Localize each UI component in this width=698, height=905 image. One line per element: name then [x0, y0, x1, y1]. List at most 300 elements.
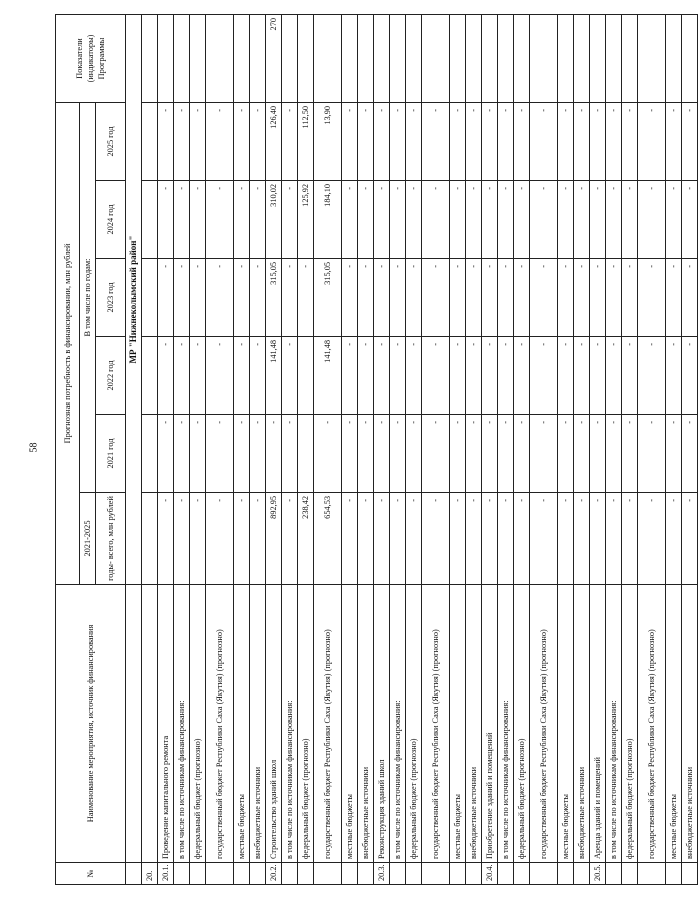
row-number	[666, 863, 682, 885]
row-value: -	[622, 493, 638, 585]
table-row	[530, 15, 558, 885]
row-name: внебюджетные источники	[682, 585, 698, 863]
row-indicator	[606, 15, 622, 103]
row-value: -	[466, 415, 482, 493]
row-value: -	[234, 103, 250, 181]
row-value: -	[298, 259, 314, 337]
row-number	[638, 863, 666, 885]
row-value: -	[234, 415, 250, 493]
row-number	[406, 863, 422, 885]
row-name: федеральный бюджет (прогнозно)	[406, 585, 422, 863]
row-number	[190, 863, 206, 885]
row-value: -	[158, 415, 174, 493]
row-value: -	[390, 181, 406, 259]
row-value	[142, 181, 158, 259]
row-name: внебюджетные источники	[250, 585, 266, 863]
row-value: -	[666, 337, 682, 415]
table-row	[174, 15, 190, 885]
row-name: государственный бюджет Республики Саха (Якутия) (прогнозно)	[422, 585, 450, 863]
row-value	[142, 259, 158, 337]
row-number	[558, 863, 574, 885]
row-value: -	[374, 337, 390, 415]
row-name: внебюджетные источники	[574, 585, 590, 863]
row-value: -	[530, 337, 558, 415]
header-year: 2023 год	[96, 259, 126, 337]
row-value: -	[638, 337, 666, 415]
header-by-years: В том числе по годам:	[80, 103, 96, 493]
row-value: -	[530, 181, 558, 259]
row-value: -	[682, 415, 698, 493]
row-name: в том числе по источникам финансирования:	[498, 585, 514, 863]
table-row	[266, 15, 282, 885]
row-value: -	[558, 493, 574, 585]
row-number	[298, 863, 314, 885]
row-value: -	[530, 259, 558, 337]
row-number	[530, 863, 558, 885]
row-value: -	[342, 259, 358, 337]
row-number	[606, 863, 622, 885]
table-body	[142, 15, 698, 885]
row-value: -	[450, 181, 466, 259]
row-value: -	[158, 493, 174, 585]
row-number	[574, 863, 590, 885]
row-value: -	[158, 337, 174, 415]
row-value: -	[590, 493, 606, 585]
row-name: местные бюджеты	[558, 585, 574, 863]
row-value: -	[174, 259, 190, 337]
row-value: -	[234, 493, 250, 585]
table-row	[638, 15, 666, 885]
row-value: -	[422, 103, 450, 181]
row-value: -	[190, 493, 206, 585]
table-row	[282, 15, 298, 885]
table-row	[190, 15, 206, 885]
row-value: -	[466, 259, 482, 337]
header-year: 2022 год	[96, 337, 126, 415]
row-indicator	[530, 15, 558, 103]
row-value: -	[374, 181, 390, 259]
row-value: -	[638, 181, 666, 259]
table-row	[298, 15, 314, 885]
row-name: Реконструкция зданий школ	[374, 585, 390, 863]
row-value: -	[190, 415, 206, 493]
row-indicator	[342, 15, 358, 103]
row-value: -	[406, 103, 422, 181]
row-value: -	[406, 337, 422, 415]
row-value: -	[482, 337, 498, 415]
row-indicator	[466, 15, 482, 103]
row-value: -	[450, 259, 466, 337]
row-name: Приобретение зданий и помещений	[482, 585, 498, 863]
table-row	[558, 15, 574, 885]
row-number	[622, 863, 638, 885]
row-value: -	[514, 259, 530, 337]
header-year: 2025 год	[96, 103, 126, 181]
row-value: -	[422, 259, 450, 337]
row-indicator	[190, 15, 206, 103]
table-row	[450, 15, 466, 885]
row-value: -	[558, 337, 574, 415]
row-value: -	[590, 181, 606, 259]
row-number: 20.1.	[158, 863, 174, 885]
row-value: -	[466, 337, 482, 415]
row-name: в том числе по источникам финансирования:	[174, 585, 190, 863]
row-value: -	[342, 415, 358, 493]
row-value: -	[574, 259, 590, 337]
row-indicator	[574, 15, 590, 103]
row-value: -	[282, 259, 298, 337]
table-header	[56, 15, 142, 885]
row-value: -	[406, 493, 422, 585]
row-value: -	[206, 337, 234, 415]
row-value: -	[406, 181, 422, 259]
row-value	[142, 493, 158, 585]
row-value: -	[498, 259, 514, 337]
row-indicator	[482, 15, 498, 103]
row-value: -	[466, 493, 482, 585]
row-value: -	[498, 337, 514, 415]
row-value: -	[606, 337, 622, 415]
row-value: -	[498, 493, 514, 585]
table-row	[682, 15, 698, 885]
row-value: -	[358, 103, 374, 181]
row-value: -	[390, 103, 406, 181]
table-row	[250, 15, 266, 885]
row-value: -	[158, 103, 174, 181]
row-value	[142, 337, 158, 415]
row-value: -	[342, 337, 358, 415]
row-value: -	[606, 103, 622, 181]
table-row	[574, 15, 590, 885]
row-number	[234, 863, 250, 885]
row-value: -	[358, 415, 374, 493]
row-indicator	[422, 15, 450, 103]
row-name: внебюджетные источники	[466, 585, 482, 863]
row-value: -	[282, 415, 298, 493]
row-value: -	[558, 415, 574, 493]
table-row	[342, 15, 358, 885]
row-number	[450, 863, 466, 885]
row-indicator	[390, 15, 406, 103]
table-row	[406, 15, 422, 885]
table-row	[390, 15, 406, 885]
row-indicator	[682, 15, 698, 103]
row-value: -	[282, 493, 298, 585]
row-name: федеральный бюджет (прогнозно)	[514, 585, 530, 863]
row-value: -	[314, 415, 342, 493]
row-indicator	[250, 15, 266, 103]
row-value: -	[558, 103, 574, 181]
financing-table	[55, 14, 698, 885]
row-value: -	[606, 259, 622, 337]
row-value: -	[158, 181, 174, 259]
row-value: -	[622, 337, 638, 415]
row-value: 310,02	[266, 181, 282, 259]
row-value: -	[406, 415, 422, 493]
row-indicator	[558, 15, 574, 103]
row-indicator: 270	[266, 15, 282, 103]
row-value: -	[530, 415, 558, 493]
row-value: -	[482, 103, 498, 181]
row-name: местные бюджеты	[450, 585, 466, 863]
row-value: -	[190, 259, 206, 337]
row-value: -	[498, 181, 514, 259]
row-value: -	[282, 337, 298, 415]
row-value: -	[422, 493, 450, 585]
row-value: -	[174, 493, 190, 585]
row-number	[466, 863, 482, 885]
row-value: -	[498, 103, 514, 181]
row-value: 184,10	[314, 181, 342, 259]
row-value: -	[358, 259, 374, 337]
row-value: -	[638, 103, 666, 181]
row-number: 20.3.	[374, 863, 390, 885]
row-indicator	[206, 15, 234, 103]
row-indicator	[358, 15, 374, 103]
header-name: Наименование мероприятия, источник финансирования	[56, 585, 126, 863]
row-indicator	[514, 15, 530, 103]
row-value: -	[590, 415, 606, 493]
row-value: -	[574, 181, 590, 259]
row-value: -	[682, 181, 698, 259]
table-row	[374, 15, 390, 885]
row-value: -	[422, 415, 450, 493]
row-value: -	[574, 415, 590, 493]
row-value: -	[234, 259, 250, 337]
row-name: внебюджетные источники	[358, 585, 374, 863]
row-value: -	[450, 337, 466, 415]
row-number	[206, 863, 234, 885]
table-row	[142, 15, 158, 885]
row-value: -	[666, 493, 682, 585]
row-value	[142, 103, 158, 181]
row-value: -	[174, 337, 190, 415]
row-indicator	[282, 15, 298, 103]
row-value: 238,42	[298, 493, 314, 585]
row-value: -	[206, 181, 234, 259]
row-value: -	[482, 181, 498, 259]
row-value: -	[590, 259, 606, 337]
row-name: федеральный бюджет (прогнозно)	[622, 585, 638, 863]
row-indicator	[158, 15, 174, 103]
table-row	[234, 15, 250, 885]
table-row	[158, 15, 174, 885]
row-value: -	[514, 415, 530, 493]
header-forecast: Прогнозная потребность в финансировании, млн рублей	[56, 103, 80, 585]
row-value: 125,92	[298, 181, 314, 259]
row-indicator	[498, 15, 514, 103]
table-row	[206, 15, 234, 885]
row-name: федеральный бюджет (прогнозно)	[298, 585, 314, 863]
row-value: -	[374, 259, 390, 337]
row-name: в том числе по источникам финансирования:	[606, 585, 622, 863]
row-value: -	[530, 493, 558, 585]
row-number	[422, 863, 450, 885]
row-value: -	[390, 415, 406, 493]
row-value: -	[358, 337, 374, 415]
row-value: -	[622, 181, 638, 259]
row-name: Аренда зданий и помещений	[590, 585, 606, 863]
row-value: -	[422, 337, 450, 415]
row-value: -	[174, 415, 190, 493]
row-value: -	[514, 493, 530, 585]
page-number: 58	[28, 442, 40, 453]
row-value: -	[606, 181, 622, 259]
row-name: государственный бюджет Республики Саха (Якутия) (прогнозно)	[206, 585, 234, 863]
row-value: -	[174, 103, 190, 181]
row-name: государственный бюджет Республики Саха (Якутия) (прогнозно)	[314, 585, 342, 863]
header-period-sub: годы- всего, млн рублей	[96, 493, 126, 585]
row-value: -	[250, 415, 266, 493]
row-value: -	[358, 181, 374, 259]
row-value: -	[234, 337, 250, 415]
row-value: 141,48	[314, 337, 342, 415]
row-value: -	[666, 415, 682, 493]
row-value: -	[638, 415, 666, 493]
row-value: -	[374, 493, 390, 585]
row-number: 20.2.	[266, 863, 282, 885]
row-indicator	[590, 15, 606, 103]
row-name: местные бюджеты	[666, 585, 682, 863]
row-number	[282, 863, 298, 885]
row-indicator	[174, 15, 190, 103]
row-indicator	[450, 15, 466, 103]
row-number	[358, 863, 374, 885]
row-value	[142, 415, 158, 493]
row-name: Проведение капитального ремонта	[158, 585, 174, 863]
row-value: -	[666, 181, 682, 259]
row-indicator	[142, 15, 158, 103]
row-value: -	[206, 259, 234, 337]
table-row	[514, 15, 530, 885]
row-indicator	[666, 15, 682, 103]
header-indicators: Показатели (индикаторы) Программы	[56, 15, 126, 103]
row-value: -	[250, 259, 266, 337]
row-indicator	[314, 15, 342, 103]
row-name: местные бюджеты	[234, 585, 250, 863]
row-value: -	[682, 103, 698, 181]
row-value: -	[190, 181, 206, 259]
row-value: -	[250, 103, 266, 181]
row-indicator	[234, 15, 250, 103]
row-indicator	[406, 15, 422, 103]
row-value: -	[622, 259, 638, 337]
row-value: -	[190, 103, 206, 181]
row-value: 654,53	[314, 493, 342, 585]
row-value: -	[190, 337, 206, 415]
row-number	[342, 863, 358, 885]
row-value: 892,95	[266, 493, 282, 585]
row-indicator	[622, 15, 638, 103]
region-title: МР "Нижнеколымский район"	[126, 15, 142, 585]
row-value: -	[514, 181, 530, 259]
row-value: -	[622, 103, 638, 181]
row-value: -	[574, 493, 590, 585]
row-value: -	[482, 259, 498, 337]
row-number	[514, 863, 530, 885]
row-value: -	[174, 181, 190, 259]
rotated-page	[55, 15, 694, 885]
row-number	[498, 863, 514, 885]
row-value: -	[358, 493, 374, 585]
row-name: государственный бюджет Республики Саха (Якутия) (прогнозно)	[638, 585, 666, 863]
row-value: -	[622, 415, 638, 493]
row-value: 112,50	[298, 103, 314, 181]
row-value: -	[574, 337, 590, 415]
row-number: 20.4.	[482, 863, 498, 885]
row-value: -	[374, 415, 390, 493]
row-value: -	[482, 493, 498, 585]
row-value: -	[158, 259, 174, 337]
row-number	[682, 863, 698, 885]
row-name	[142, 585, 158, 863]
row-value: -	[406, 259, 422, 337]
row-value: -	[282, 181, 298, 259]
row-value: -	[450, 103, 466, 181]
header-period: 2021-2025	[80, 493, 96, 585]
row-number	[314, 863, 342, 885]
header-year: 2024 год	[96, 181, 126, 259]
row-indicator	[374, 15, 390, 103]
row-value: -	[250, 181, 266, 259]
row-value: 126,40	[266, 103, 282, 181]
row-name: местные бюджеты	[342, 585, 358, 863]
row-value: -	[390, 337, 406, 415]
row-value: -	[558, 259, 574, 337]
row-value: 141,48	[266, 337, 282, 415]
row-value: -	[606, 415, 622, 493]
row-value: -	[342, 103, 358, 181]
row-name: государственный бюджет Республики Саха (Якутия) (прогнозно)	[530, 585, 558, 863]
row-value: -	[266, 415, 282, 493]
row-value: 315,05	[314, 259, 342, 337]
row-value: -	[282, 103, 298, 181]
row-value: -	[390, 493, 406, 585]
table-row	[358, 15, 374, 885]
row-value: -	[466, 181, 482, 259]
table-row	[466, 15, 482, 885]
row-value: -	[682, 493, 698, 585]
row-value: -	[342, 493, 358, 585]
table-row	[498, 15, 514, 885]
header-year: 2021 год	[96, 415, 126, 493]
row-value: -	[514, 103, 530, 181]
table-row	[422, 15, 450, 885]
row-value: -	[450, 415, 466, 493]
table-row	[482, 15, 498, 885]
row-value	[298, 415, 314, 493]
table-row	[314, 15, 342, 885]
row-value: -	[342, 181, 358, 259]
row-number: 20.5.	[590, 863, 606, 885]
row-value: -	[682, 259, 698, 337]
row-value: -	[590, 103, 606, 181]
row-value	[298, 337, 314, 415]
row-name: в том числе по источникам финансирования:	[390, 585, 406, 863]
row-value: -	[498, 415, 514, 493]
row-name: Строительство зданий школ	[266, 585, 282, 863]
row-value: -	[666, 259, 682, 337]
row-value: -	[390, 259, 406, 337]
row-value: -	[606, 493, 622, 585]
row-number: 20.	[142, 863, 158, 885]
row-value: 315,05	[266, 259, 282, 337]
row-name: федеральный бюджет (прогнозно)	[190, 585, 206, 863]
row-number	[250, 863, 266, 885]
row-value: -	[206, 493, 234, 585]
table-row	[606, 15, 622, 885]
row-value: -	[514, 337, 530, 415]
